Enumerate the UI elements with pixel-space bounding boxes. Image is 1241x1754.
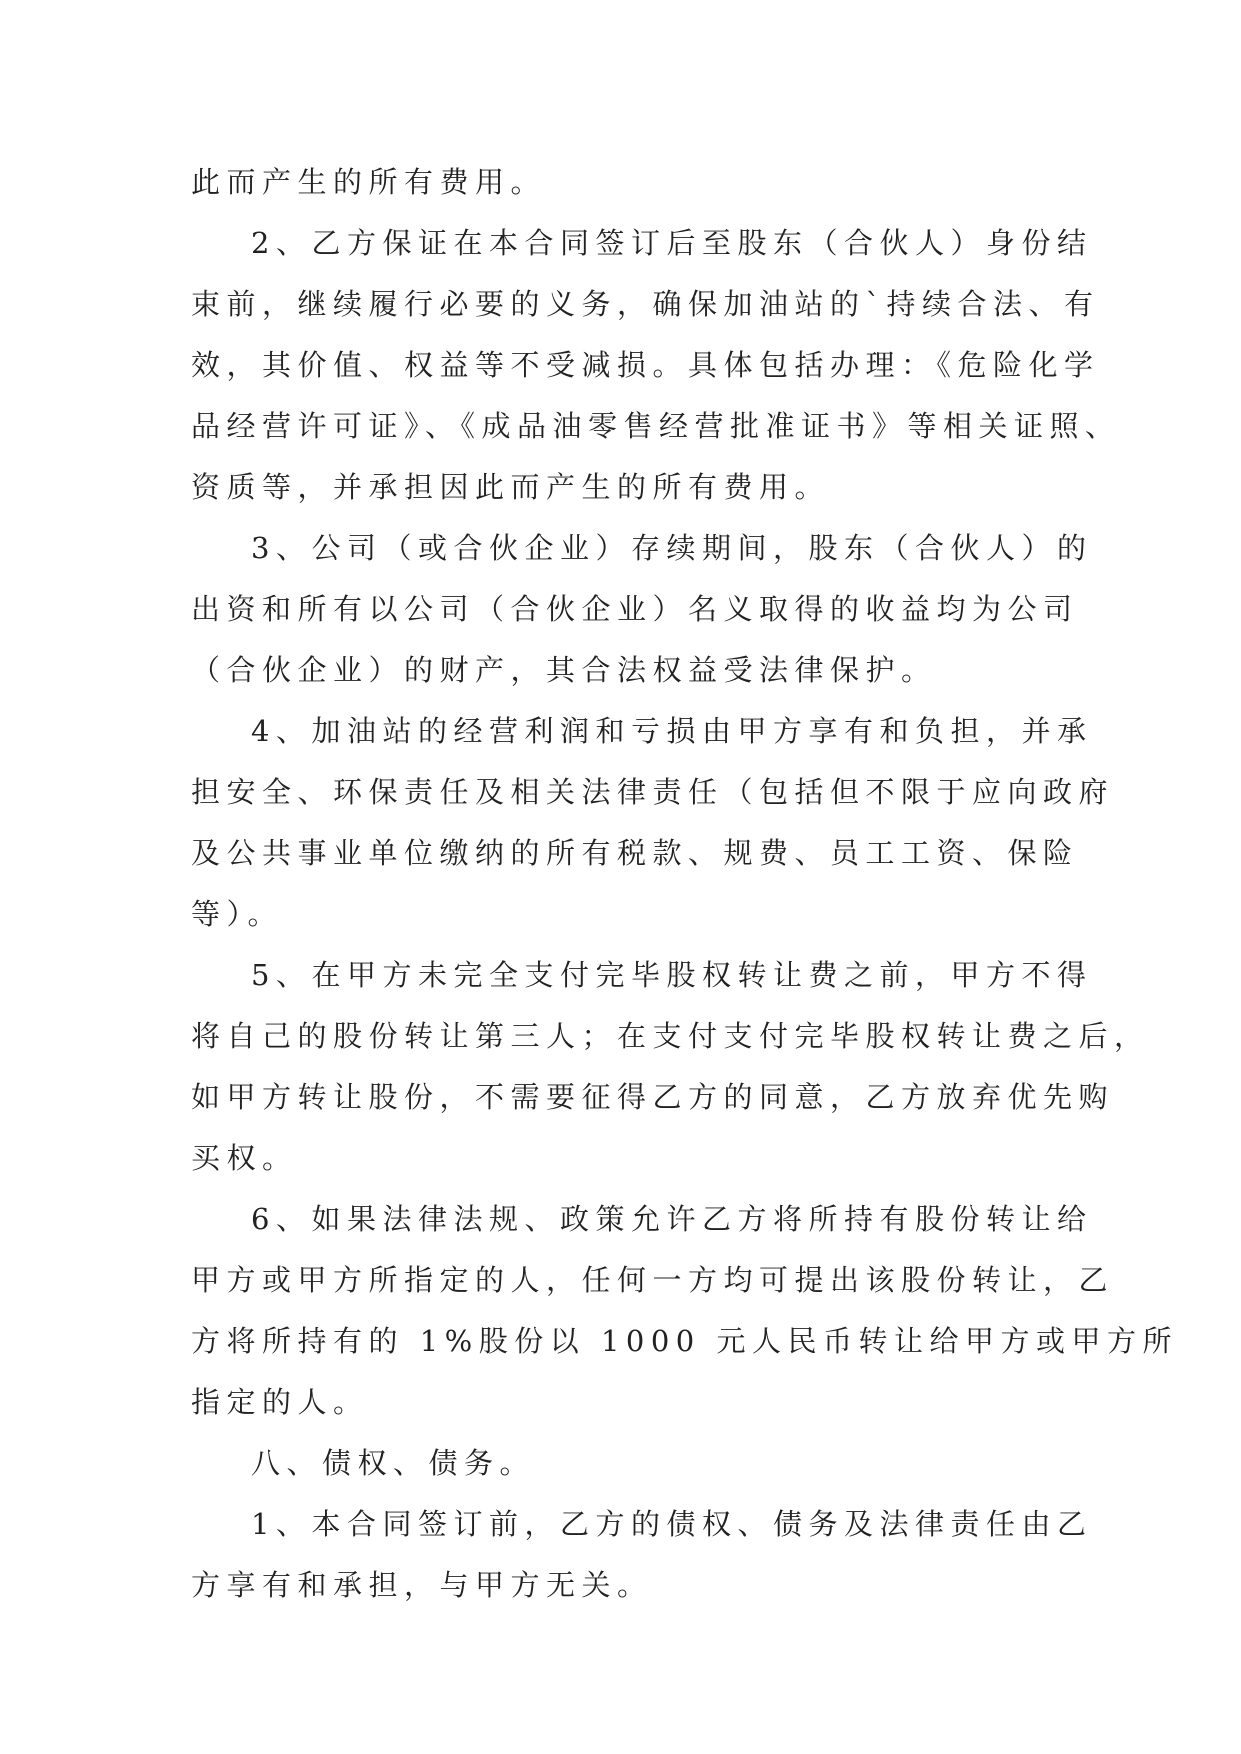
text-line: 6、如果法律法规、政策允许乙方将所持有股份转让给 bbox=[251, 1202, 1093, 1236]
text-line: 将自己的股份转让第三人；在支付支付完毕股权转让费之后， bbox=[191, 1019, 1150, 1053]
text-line: 3、公司（或合伙企业）存续期间，股东（合伙人）的 bbox=[251, 531, 1093, 565]
text-line: 效，其价值、权益等不受减损。具体包括办理：《危险化学 bbox=[191, 348, 1100, 382]
text-line: 担安全、环保责任及相关法律责任（包括但不限于应向政府 bbox=[191, 775, 1115, 809]
text-line: 束前，继续履行必要的义务，确保加油站的`持续合法、有 bbox=[191, 287, 1100, 321]
text-line: 4、加油站的经营利润和亏损由甲方享有和负担，并承 bbox=[251, 714, 1093, 748]
text-line: 5、在甲方未完全支付完毕股权转让费之前，甲方不得 bbox=[251, 958, 1093, 992]
text-line: 1、本合同签订前，乙方的债权、债务及法律责任由乙 bbox=[251, 1507, 1093, 1541]
text-line: 如甲方转让股份，不需要征得乙方的同意，乙方放弃优先购 bbox=[191, 1080, 1115, 1114]
text-line: 甲方或甲方所指定的人，任何一方均可提出该股份转让，乙 bbox=[191, 1263, 1115, 1297]
text-line: 2、乙方保证在本合同签订后至股东（合伙人）身份结 bbox=[251, 226, 1093, 260]
text-line: 买权。 bbox=[191, 1141, 298, 1175]
text-line: 方享有和承担，与甲方无关。 bbox=[191, 1568, 653, 1602]
document-body bbox=[191, 152, 1178, 1616]
text-line: 此而产生的所有费用。 bbox=[191, 165, 547, 199]
text-line: 出资和所有以公司（合伙企业）名义取得的收益均为公司 bbox=[191, 592, 1079, 626]
text-line: 资质等，并承担因此而产生的所有费用。 bbox=[191, 470, 831, 504]
text-line: 等）。 bbox=[191, 897, 284, 931]
text-line: （合伙企业）的财产，其合法权益受法律保护。 bbox=[191, 653, 937, 687]
text-line: 及公共事业单位缴纳的所有税款、规费、员工工资、保险 bbox=[191, 836, 1079, 870]
text-line: 方将所持有的 1%股份以 1000 元人民币转让给甲方或甲方所 bbox=[191, 1324, 1178, 1358]
text-line: 品经营许可证》、《成品油零售经营批准证书》等相关证照、 bbox=[191, 409, 1121, 443]
text-line: 指定的人。 bbox=[191, 1385, 369, 1419]
section-heading: 八、债权、债务。 bbox=[251, 1446, 536, 1480]
